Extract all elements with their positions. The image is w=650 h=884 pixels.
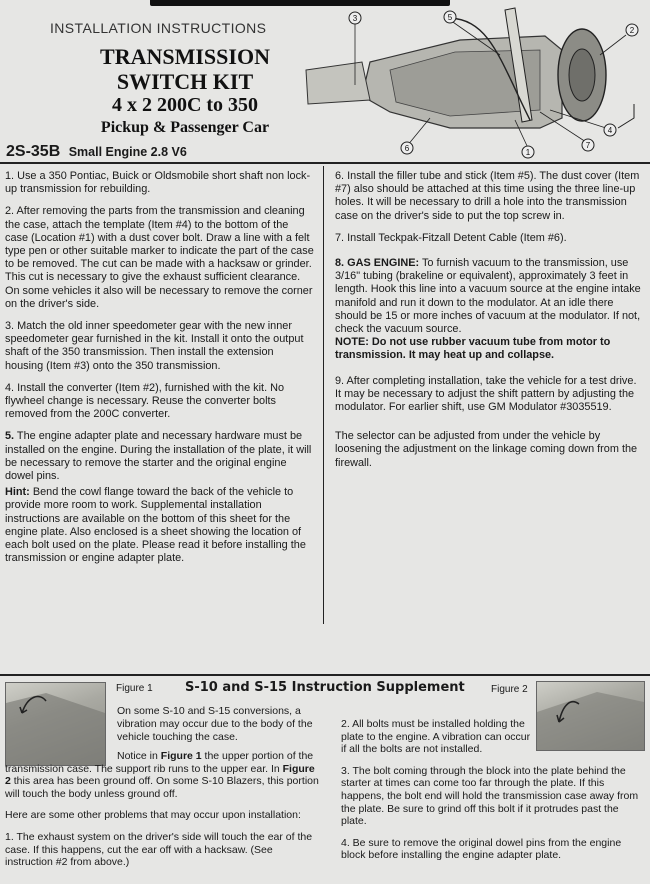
title-line-3: 4 x 2 200C to 350 — [111, 94, 259, 116]
instruction-5-text: The engine adapter plate and necessary hardware must be installed on the engine. During the installation of the plate, it will be necessary to remove the starter and the original engine dowel pins. — [5, 430, 312, 483]
instruction-7: 7. Install Teckpak-Fitzall Detent Cable (Item #6). — [335, 231, 567, 244]
notice-figure-2: Figure 2 — [5, 762, 315, 788]
title-line-1: TRANSMISSION — [100, 44, 270, 69]
supplement-item-1: 1. The exhaust system on the driver's side will touch the ear of the case. If this happens, cut the ear off with a hacksaw. (See instruction #2 from above.) — [5, 830, 313, 869]
gas-engine-label: 8. GAS ENGINE: — [335, 257, 420, 270]
instruction-2: 2. After removing the parts from the transmission and cleaning the case, attach the template (Item #4) to the bottom of the case (Location #1) with a dust cover bolt. Draw a line with a felt type pen or other suitable marker to indicate the part of the case to be removed. The cut can be made with a hacksaw or grinder. This cut is necessary to give the exhaust sufficient clearance. On some vehicles it also will be necessary to remove the corner on the driver's side. — [5, 205, 314, 310]
supplement-item-4: 4. Be sure to remove the original dowel pins from the engine block before installing the engine adapter plate. — [341, 836, 622, 862]
header-top-line: INSTALLATION INSTRUCTIONS — [50, 20, 267, 36]
supplement-left — [5, 750, 323, 869]
callout-6: 6 — [404, 144, 410, 153]
part-heading — [6, 143, 326, 161]
left-column — [5, 170, 314, 574]
callout-3: 3 — [352, 14, 358, 23]
callout-7: 7 — [585, 141, 591, 150]
callout-4: 4 — [607, 126, 613, 135]
transmission-diagram — [300, 0, 650, 160]
column-divider — [323, 166, 324, 624]
supplement-right — [341, 718, 643, 862]
part-number: 2S-35B — [6, 143, 61, 160]
notice-text-b: the upper portion of the transmission case. The support rib runs to the upper ear. In — [5, 750, 314, 775]
supplement-item-3: 3. The bolt coming through the block into the plate behind the starter at times can come too far through the plate. If this happens, the bolt end will hold the transmission case away from the plate. Be sure to grind off this bolt if it protrudes past the plate. — [341, 764, 639, 828]
note: NOTE: Do not use rubber vacuum tube from motor to transmission. It may heat up and collapse. — [335, 336, 611, 362]
instruction-8-text: To furnish vacuum to the transmission, use 3/16" tubing (brakeline or equivalent), approximately 3 feet in length. Hook this line into a vacuum source at the engine intake manifold and run it down to the modulator. At an idle there should be 15 or more inches of vacuum at the modulator. If not, check the vacuum source. — [335, 257, 641, 336]
callout-5: 5 — [447, 13, 453, 22]
title-line-4: Pickup & Passenger Car — [100, 119, 270, 136]
supplement-problems-intro: Here are some other problems that may occur upon installation: — [5, 809, 301, 822]
hint-label: Hint: — [5, 486, 30, 499]
supplement-rule — [0, 674, 650, 676]
title-line-2: SWITCH KIT — [116, 69, 254, 94]
instruction-5 — [5, 430, 314, 483]
instruction-5-number: 5. — [5, 430, 15, 443]
supplement-intro: On some S-10 and S-15 conversions, a vibration may occur due to the body of the vehicle touching the case. — [117, 705, 313, 743]
hint — [5, 486, 314, 565]
right-column — [335, 170, 641, 479]
supplement-item-2: 2. All bolts must be installed holding the plate to the engine. A vibration can occur if all the bolts are not installed. — [341, 718, 531, 756]
instruction-3: 3. Match the old inner speedometer gear with the new inner speedometer gear furnished in the kit. Install it onto the output shaft of the 350 transmission. Then install the extension housing (Item #3) onto the 350 transmission. — [5, 320, 304, 372]
instruction-4: 4. Install the converter (Item #2), furnished with the kit. No flywheel change is necessary. Reuse the converter bolts removed from the 200C converter. — [5, 381, 285, 421]
selector-adjust: The selector can be adjusted from under the vehicle by loosening the adjustment on the linkage coming down from the firewall. — [335, 430, 638, 469]
header-rule — [0, 162, 650, 164]
callout-1: 1 — [525, 148, 531, 157]
notice-text-a: Notice in — [117, 750, 161, 762]
instruction-1: 1. Use a 350 Pontiac, Buick or Oldsmobile short shaft non lock-up transmission for rebuilding. — [5, 170, 311, 196]
hint-text: Bend the cowl flange toward the back of the vehicle to provide more room to work. Supplemental installation instructions are available on the bottom of this sheet for the engine plate. Also enclosed is a sheet showing the location of each bolt used on the plate. Please read it before installing the transmission or engine adapter plate. — [5, 486, 306, 565]
notice-figure-1: Figure 1 — [160, 750, 202, 762]
notice-text-c: this area has been ground off. On some S-10 Blazers, this portion will touch the body unless ground off. — [5, 775, 319, 800]
instruction-8 — [335, 257, 641, 336]
figure-1-label: Figure 1 — [116, 683, 153, 694]
instruction-6: 6. Install the filler tube and stick (Item #5). The dust cover (Item #7) also should be attached at this time using the three line-up holes. It will be necessary to drill a hole into the transmission case on the driver's side to put the top screw in. — [335, 170, 640, 222]
figure-2-label: Figure 2 — [491, 684, 528, 695]
supplement-figure-notice — [5, 750, 323, 800]
supplement-title: S-10 and S-15 Instruction Supplement — [185, 680, 465, 695]
engine-spec: Small Engine 2.8 V6 — [68, 145, 187, 159]
callout-2: 2 — [629, 26, 635, 35]
instruction-9: 9. After completing installation, take the vehicle for a test drive. It may be necessary to adjust the shift pattern by adjusting the modulator. For earlier shift, use GM Modulator #3035519. — [335, 374, 637, 414]
